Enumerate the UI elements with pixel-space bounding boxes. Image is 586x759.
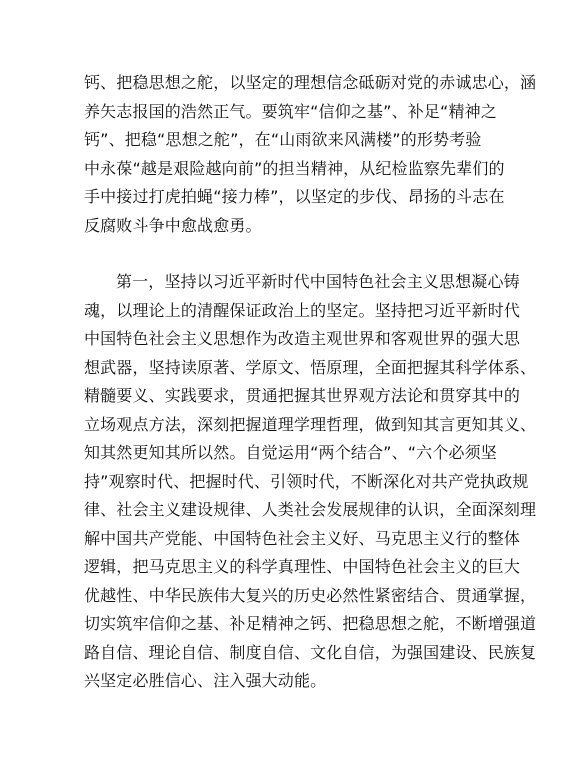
paragraph-line: 优越性、中华民族伟大复兴的历史必然性紧密结合、贯通掌握， [84, 585, 537, 605]
paragraph-line: 逻辑，把马克思主义的科学真理性、中国特色社会主义的巨大 [84, 557, 521, 576]
paragraph-1 [84, 69, 537, 240]
paragraph-line: 钙、把稳思想之舵，以坚定的理想信念砥砺对党的赤诚忠心，涵 [84, 73, 537, 92]
paragraph-line: 律、社会主义建设规律、人类社会发展规律的认识，全面深刻理 [84, 500, 537, 519]
paragraph-line: 养矢志报国的浩然正气。要筑牢“信仰之基”、补足“精神之 [84, 101, 497, 121]
paragraph-line: 第一，坚持以习近平新时代中国特色社会主义思想凝心铸 [116, 272, 520, 291]
paragraph-line: 解中国共产党能、中国特色社会主义好、马克思主义行的整体 [84, 528, 521, 548]
paragraph-line: 魂，以理论上的清醒保证政治上的坚定。坚持把习近平新时代 [84, 300, 521, 320]
paragraph-line: 立场观点方法，深刻把握道理学理哲理，做到知其言更知其义、 [84, 414, 537, 434]
paragraph-line: 精髓要义、实践要求，贯通把握其世界观方法论和贯穿其中的 [84, 386, 521, 405]
paragraph-line: 持”观察时代、把握时代、引领时代，不断深化对共产党执政规 [84, 471, 529, 491]
paragraph-2 [84, 268, 537, 696]
paragraph-line: 兴坚定必胜信心、注入强大动能。 [84, 671, 327, 690]
paragraph-line: 想武器，坚持读原著、学原文、悟原理，全面把握其科学体系、 [84, 357, 537, 377]
paragraph-line: 手中接过打虎拍蝇“接力棒”，以坚定的步伐、昂扬的斗志在 [84, 187, 505, 206]
paragraph-line: 切实筑牢信仰之基、补足精神之钙、把稳思想之舵，不断增强道 [84, 614, 537, 633]
paragraph-line: 反腐败斗争中愈战愈勇。 [84, 215, 262, 235]
paragraph-line: 钙”、把稳“思想之舵”，在“山雨欲来风满楼”的形势考验 [84, 130, 482, 149]
paragraph-line: 中永葆“越是艰险越向前”的担当精神，从纪检监察先辈们的 [84, 158, 505, 178]
paragraph-line: 知其然更知其所以然。自觉运用“两个结合”、“六个必须坚 [84, 443, 497, 462]
paragraph-line: 路自信、理论自信、制度自信、文化自信，为强国建设、民族复 [84, 642, 537, 662]
paragraph-line: 中国特色社会主义思想作为改造主观世界和客观世界的强大思 [84, 329, 521, 348]
